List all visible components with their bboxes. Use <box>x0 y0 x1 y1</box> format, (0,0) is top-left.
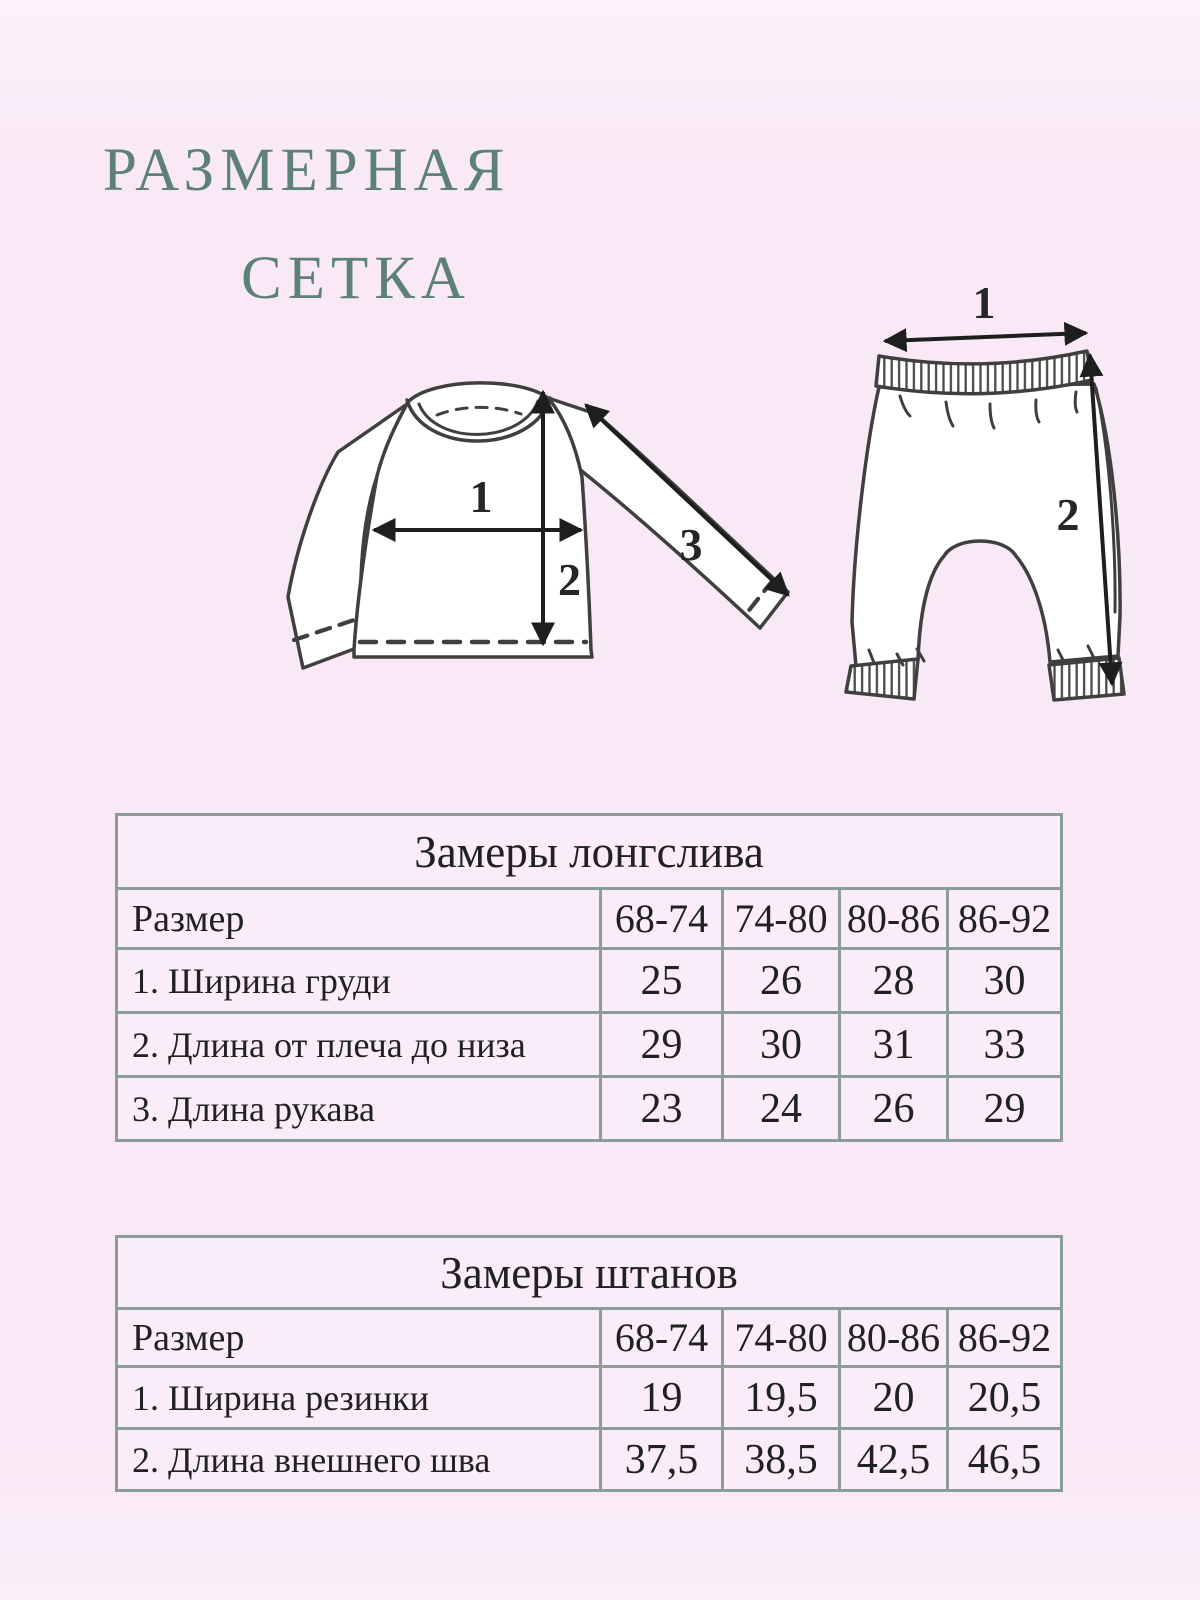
page-title-line1: РАЗМЕРНАЯ <box>103 137 511 204</box>
table-row <box>117 1077 1062 1141</box>
measure-value: 31 <box>840 1013 948 1077</box>
row-label: 3. Длина рукава <box>117 1077 601 1141</box>
longsleeve-table-section <box>115 813 1063 1142</box>
measure-value: 19,5 <box>723 1367 840 1429</box>
measure-value: 20,5 <box>948 1367 1062 1429</box>
measure-value: 42,5 <box>840 1429 948 1491</box>
shirt-label-3: 3 <box>679 519 703 570</box>
size-value: 86-92 <box>948 1309 1062 1367</box>
table-row <box>117 1367 1062 1429</box>
measure-value: 28 <box>840 949 948 1013</box>
pants-sketch <box>846 351 1124 700</box>
measure-value: 33 <box>948 1013 1062 1077</box>
pants-body <box>852 384 1120 666</box>
measure-value: 23 <box>601 1077 723 1141</box>
table-row <box>117 1013 1062 1077</box>
measure-value: 24 <box>723 1077 840 1141</box>
size-row <box>117 1309 1062 1367</box>
measure-value: 30 <box>723 1013 840 1077</box>
measure-value: 26 <box>840 1077 948 1141</box>
table-row <box>117 949 1062 1013</box>
table-row <box>117 1429 1062 1491</box>
size-value: 80-86 <box>840 1309 948 1367</box>
size-row <box>117 889 1062 949</box>
size-value: 74-80 <box>723 1309 840 1367</box>
measure-value: 19 <box>601 1367 723 1429</box>
row-label: 1. Ширина груди <box>117 949 601 1013</box>
row-label: 1. Ширина резинки <box>117 1367 601 1429</box>
row-label: Размер <box>117 1309 601 1367</box>
pants-table-section <box>115 1235 1063 1492</box>
pants-waist-arrow <box>885 333 1086 341</box>
measure-value: 26 <box>723 949 840 1013</box>
table-title: Замеры штанов <box>117 1237 1062 1309</box>
row-label: 2. Длина от плеча до низа <box>117 1013 601 1077</box>
row-label: 2. Длина внешнего шва <box>117 1429 601 1491</box>
size-value: 68-74 <box>601 889 723 949</box>
garment-diagrams <box>0 0 1200 780</box>
pants-left-cuff <box>846 659 918 699</box>
measure-value: 29 <box>948 1077 1062 1141</box>
measure-value: 20 <box>840 1367 948 1429</box>
size-value: 74-80 <box>723 889 840 949</box>
measure-value: 46,5 <box>948 1429 1062 1491</box>
table-header-row <box>117 815 1062 889</box>
measure-value: 25 <box>601 949 723 1013</box>
row-label: Размер <box>117 889 601 949</box>
measure-value: 38,5 <box>723 1429 840 1491</box>
shirt-label-1: 1 <box>469 471 493 522</box>
pants-label-2: 2 <box>1056 489 1080 540</box>
longsleeve-table <box>115 813 1063 1142</box>
measure-value: 29 <box>601 1013 723 1077</box>
size-value: 86-92 <box>948 889 1062 949</box>
table-title: Замеры лонгслива <box>117 815 1062 889</box>
measure-value: 30 <box>948 949 1062 1013</box>
size-value: 68-74 <box>601 1309 723 1367</box>
pants-waistband <box>876 351 1092 394</box>
shirt-label-2: 2 <box>558 554 581 605</box>
page-title-line2: СЕТКА <box>241 245 471 312</box>
pants-label-1: 1 <box>972 277 996 328</box>
pants-table <box>115 1235 1063 1492</box>
measure-value: 37,5 <box>601 1429 723 1491</box>
size-value: 80-86 <box>840 889 948 949</box>
table-header-row <box>117 1237 1062 1309</box>
